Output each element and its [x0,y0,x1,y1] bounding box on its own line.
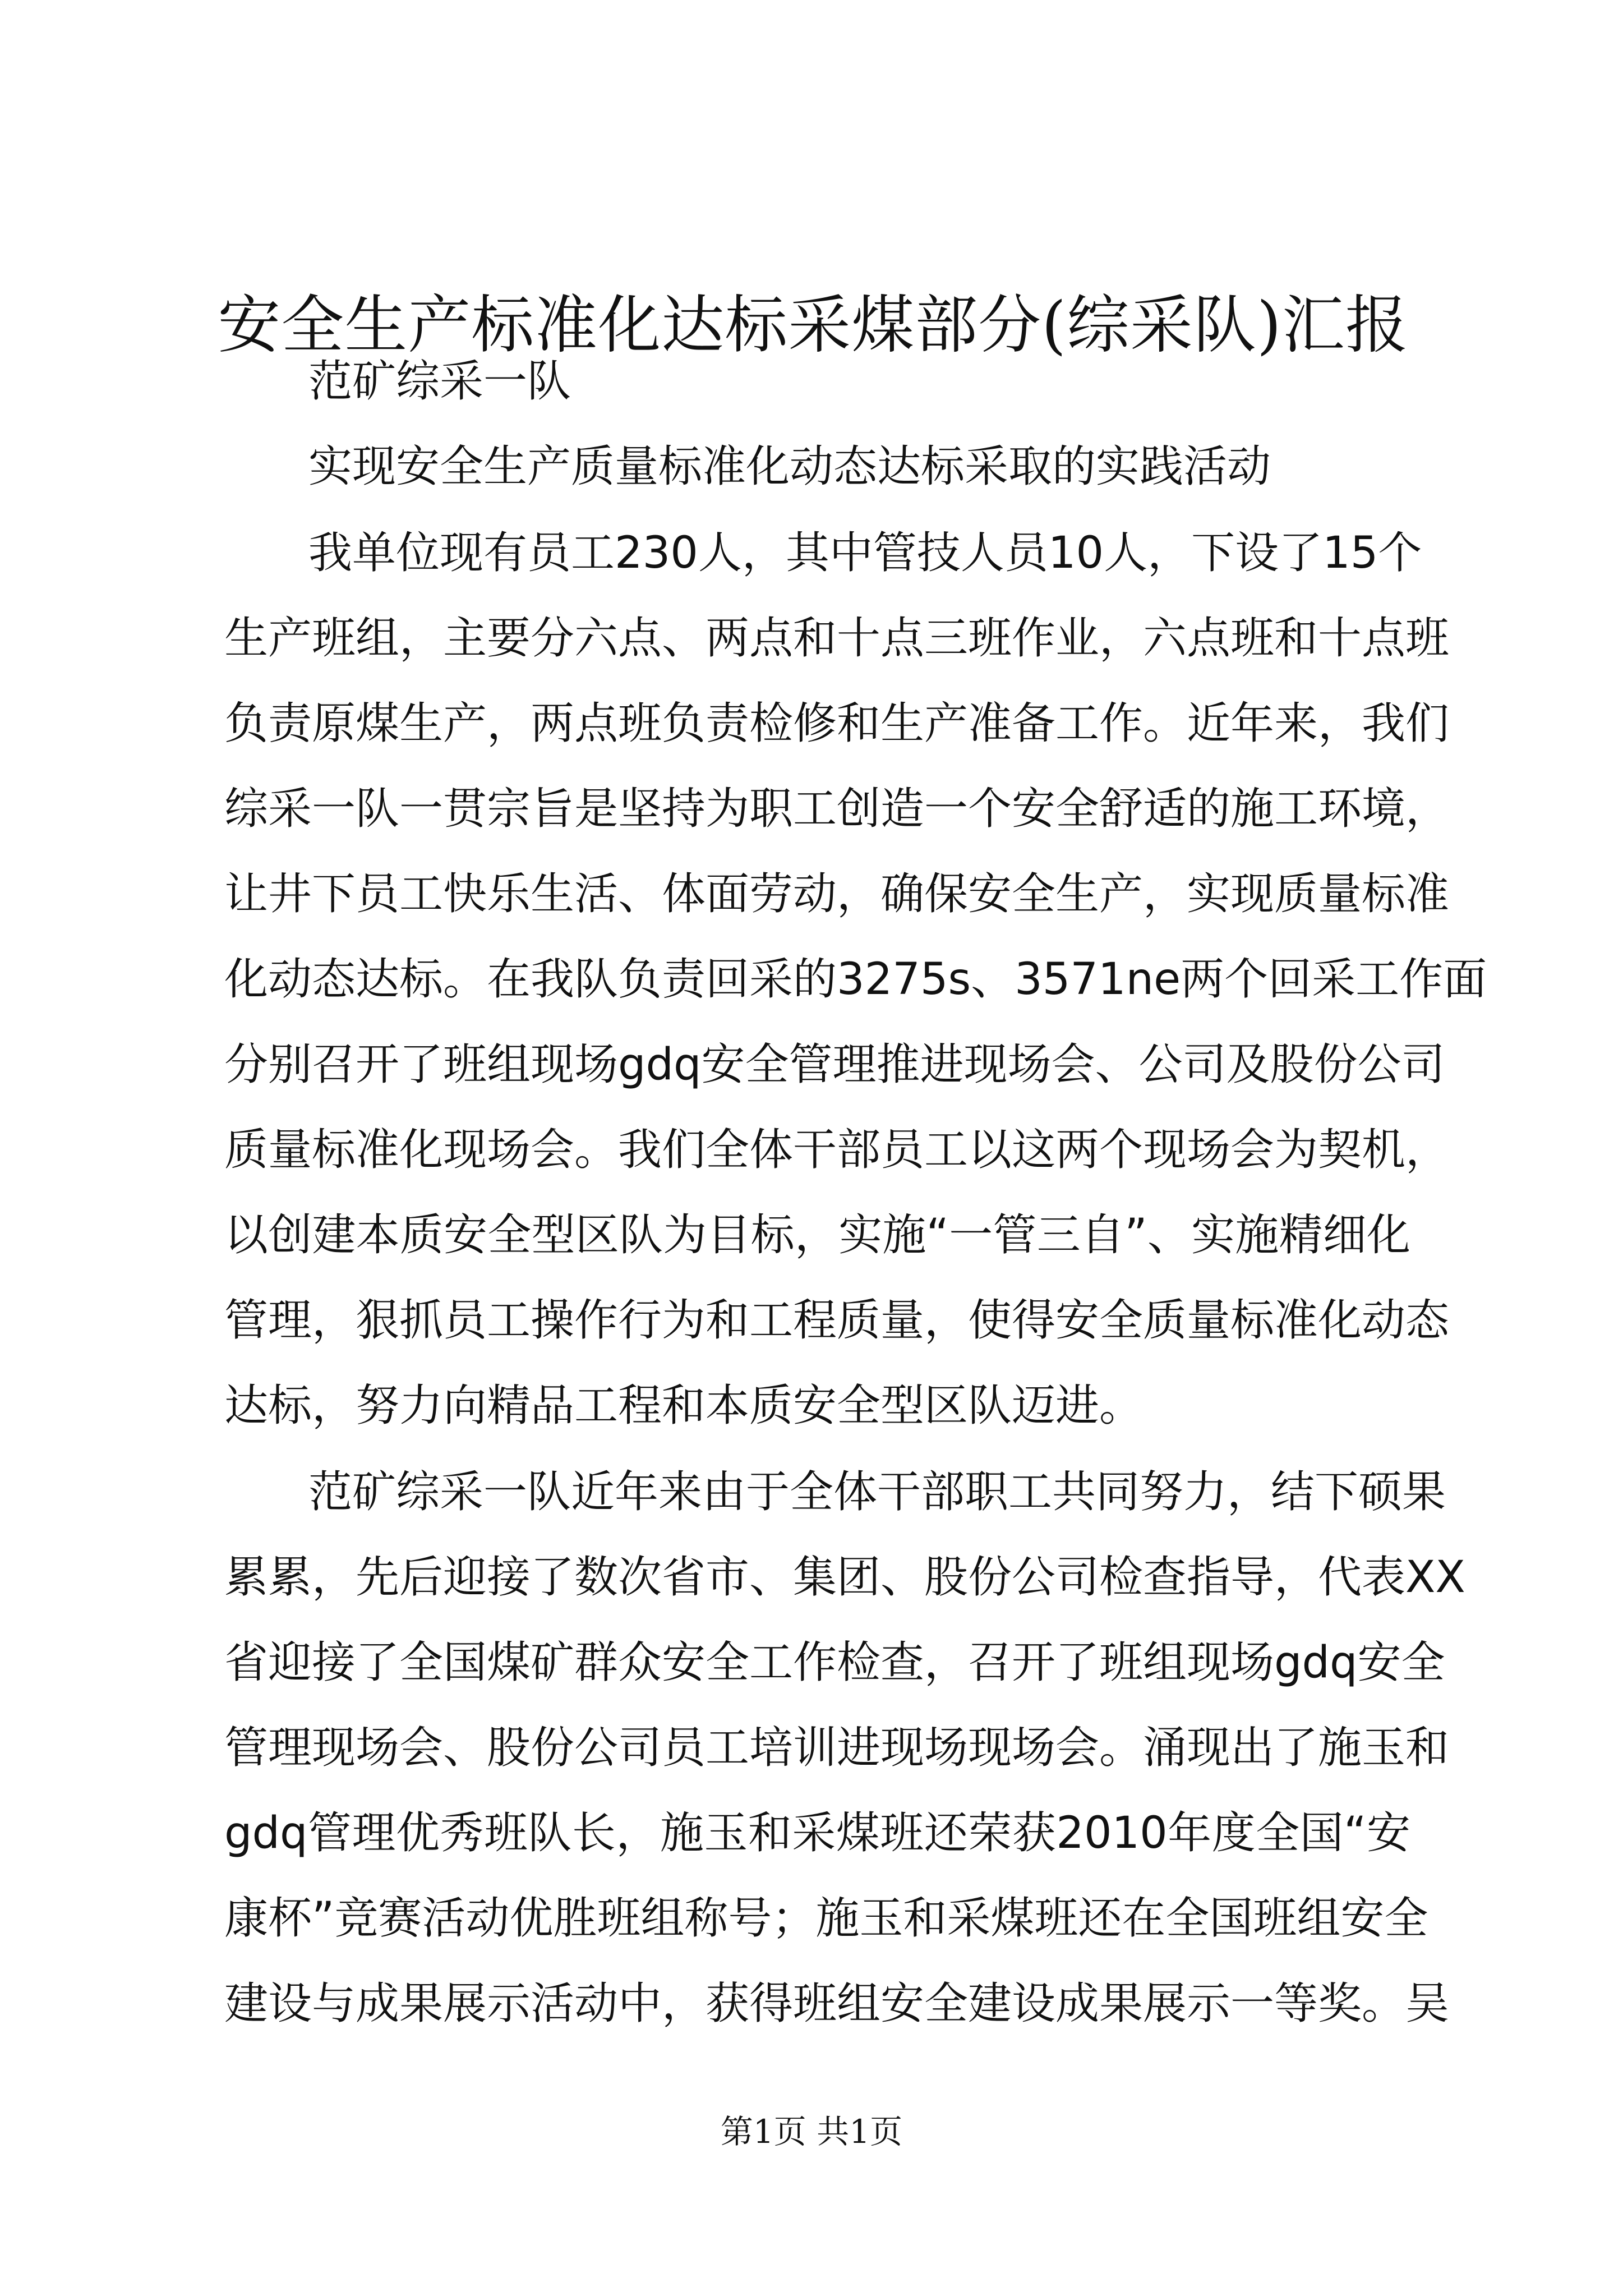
paragraph-line: 质量标准化现场会。我们全体干部员工以这两个现场会为契机， [224,1125,1450,1175]
paragraph-line: 管理现场会、股份公司员工培训进现场现场会。涌现出了施玉和 [224,1723,1450,1773]
paragraph-line: 综采一队一贯宗旨是坚持为职工创造一个安全舒适的施工环境， [224,784,1450,834]
paragraph-line: 化动态达标。在我队负责回采的3275s、3571ne两个回采工作面 [224,954,1487,1005]
paragraph-line: 负责原煤生产，两点班负责检修和生产准备工作。近年来，我们 [224,698,1450,749]
paragraph-line: 分别召开了班组现场gdq安全管理推进现场会、公司及股份公司 [224,1039,1445,1090]
page-number-footer: 第1页 共1页 [720,2113,903,2151]
subtitle-line: 实现安全生产质量标准化动态达标采取的实践活动 [308,441,1271,492]
paragraph-line: 达标，努力向精品工程和本质安全型区队迈进。 [224,1381,1144,1431]
paragraph-line: 以创建本质安全型区队为目标，实施“一管三自”、实施精细化 [224,1210,1410,1260]
paragraph-line: 让井下员工快乐生活、体面劳动，确保安全生产，实现质量标准 [224,869,1450,919]
paragraph-line: 建设与成果展示活动中，获得班组安全建设成果展示一等奖。吴 [224,1978,1450,2029]
paragraph-line: 康杯”竞赛活动优胜班组称号；施玉和采煤班还在全国班组安全 [224,1893,1428,1944]
paragraph-line: 省迎接了全国煤矿群众安全工作检查，召开了班组现场gdq安全 [224,1637,1445,1688]
paragraph-line: 管理，狠抓员工操作行为和工程质量，使得安全质量标准化动态 [224,1295,1450,1346]
paragraph-line: 生产班组，主要分六点、两点和十点三班作业，六点班和十点班 [224,613,1450,664]
paragraph-line: 累累，先后迎接了数次省市、集团、股份公司检查指导，代表XX [224,1552,1465,1603]
paragraph-line: gdq管理优秀班队长，施玉和采煤班还荣获2010年度全国“安 [224,1808,1410,1858]
document-title: 安全生产标准化达标采煤部分(综采队)汇报 [218,289,1409,362]
author-line: 范矿综采一队 [308,356,571,407]
paragraph-line: 范矿综采一队近年来由于全体干部职工共同努力，结下硕果 [308,1467,1446,1517]
paragraph-line: 我单位现有员工230人，其中管技人员10人，下设了15个 [308,528,1422,578]
